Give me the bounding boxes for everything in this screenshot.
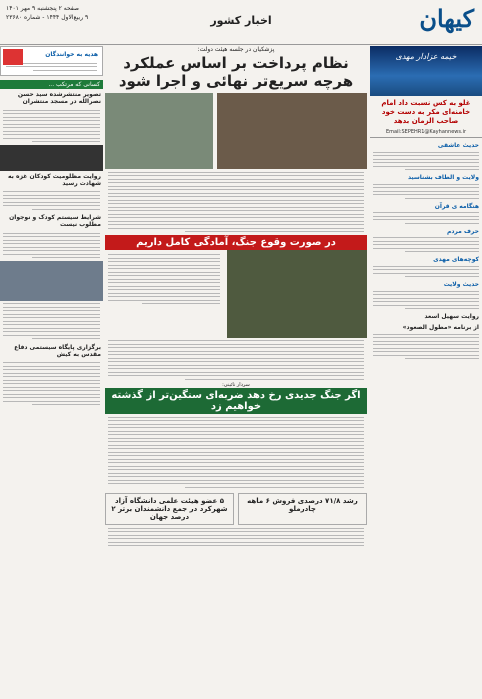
section-title: اخبار کشور [210,14,272,27]
lead-headline-line-2: هرچه سریع‌تر نهائی و اجرا شود [118,72,354,90]
gift-icon [3,49,23,65]
section-heading: کوچه‌های مهدی [433,256,479,263]
leader-quote: غلو به کس نسبت داد امام خامنه‌ای مکر به دست خود صاحب الزمان بدهد [381,99,471,125]
right-column [370,46,482,695]
masthead [0,0,482,45]
text-block [3,191,100,210]
section-heading: ولایت و الطاف بشناسید [407,174,479,181]
section-heading: حدیث ولایت [443,281,479,288]
section-heading: حدیث عاشقی [437,142,479,149]
left-headline: شرایط سیستم کودک و نوجوان مطلوب نیست [9,214,101,228]
press-photo [227,250,367,338]
text-block [373,212,479,224]
lead-headline-line-1: نظام پرداخت بر اساس عملکرد [123,54,349,72]
text-block [3,233,100,259]
text-block [108,417,364,488]
section-heading: حرف مردم [446,227,479,235]
lead-kicker: پزشکیان در جلسه هیئت دولت: [197,46,275,53]
text-block [373,184,479,199]
text-block [373,152,479,171]
text-block [108,252,220,307]
news-bar: کسانی که مرتکب ... [0,80,103,89]
red-headline-banner: در صورت وقوع جنگ، آمادگی کامل داریم [105,235,367,250]
press-photo-area [105,250,367,338]
left-headline: روایت مظلومیت کودکان غزه به شهادت رسید [8,172,101,187]
bottom-boxes [105,490,367,525]
box-azad-university: ۵ عضو هیئت علمی دانشگاه آزاد شهرکرد در جمع دانشمندان برتر ۲ درصد جهان [105,493,234,525]
text-block [108,172,364,233]
text-block [108,528,364,547]
green-kicker: سردار نائینی: [222,382,250,388]
left-headline: تصویر منتشرشده سید حسن نصرالله در مسجد منتشران [17,91,101,105]
text-block [3,110,100,143]
box-chadormalu: رشد ۷۱/۸ درصدی فروش ۶ ماهه چادرملو [238,493,367,525]
text-block [373,334,479,360]
text-block [3,303,100,339]
sky-banner [370,46,482,96]
contact-email: Email:SEPEHR1@Kayhannews.ir [370,129,482,138]
newspaper-logo: کیهان [419,4,474,33]
lead-headline [105,54,367,90]
section-heading: هنگامه ی قرآن [434,202,479,210]
lead-photos [105,93,367,169]
dark-photo [0,145,103,171]
bottom-title: روایت سهیل اسعد [424,313,479,320]
news-photo [0,261,103,301]
sky-banner-text: خیمه عزادار مهدی [395,52,457,61]
text-block [108,340,364,380]
text-block [373,266,479,278]
left-headline: برگزاری پایگاه سیستمی دفاع مقدس به کیش [14,343,101,358]
meeting-photo [105,93,213,169]
left-column [0,46,103,695]
text-block [373,291,479,310]
text-block [373,237,479,252]
dateline [6,4,88,22]
middle-column [105,46,367,695]
cabinet-photo [217,93,367,169]
ad-title: هدیه به خوانندگان [45,51,98,58]
text-block [3,362,100,405]
date-line-1: صفحه ۲ پنجشنبه ۹ مهر ۱۴۰۱ [6,5,79,12]
bottom-subtitle: از برنامه «مطول الصعود» [402,324,479,331]
date-line-2: ۹ ربیع‌الاول ۱۴۴۴ - شماره ۲۳۶۸۰ [6,14,89,21]
reader-gift-ad [0,46,103,76]
green-headline-banner: اگر جنگ جدیدی رخ دهد ضربه‌ای سنگین‌تر از گذشته خواهیم زد [105,388,367,414]
